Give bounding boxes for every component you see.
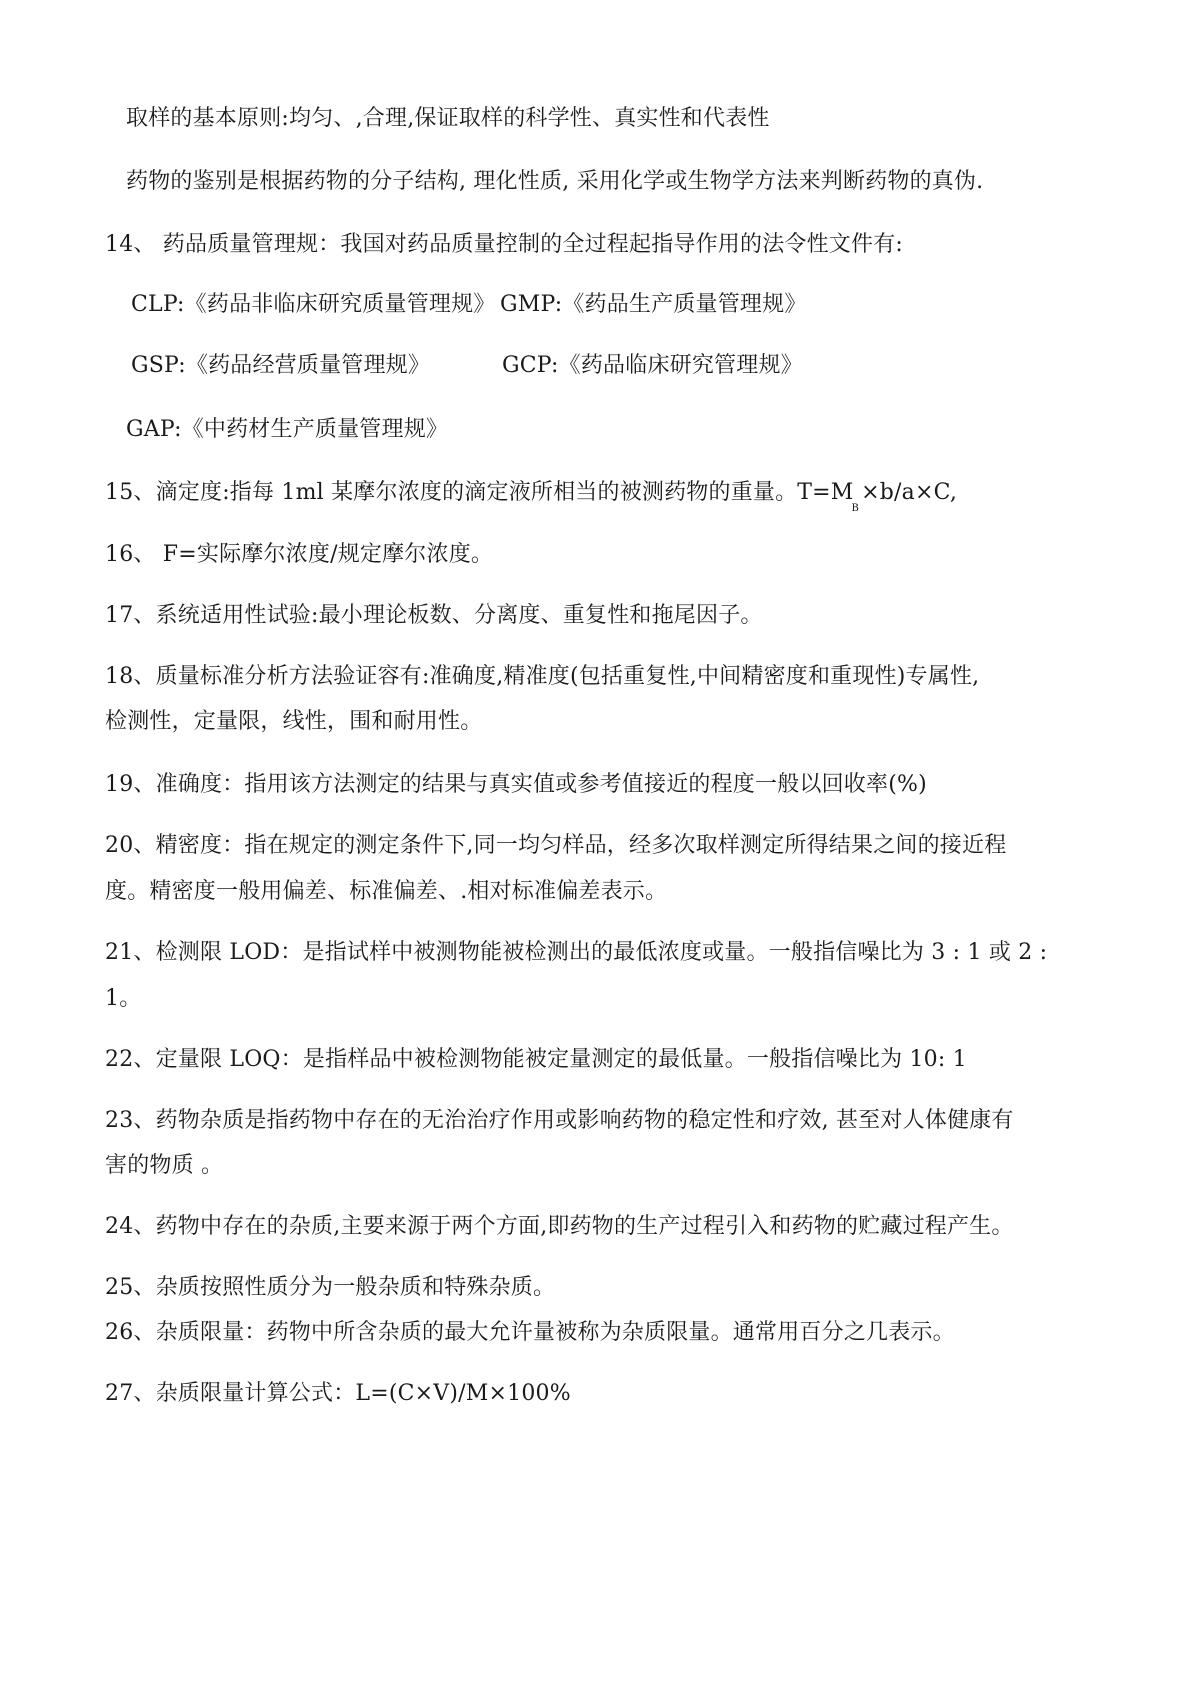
text-line: 1。: [105, 986, 142, 1011]
text-line: 22、定量限 LOQ：是指样品中被检测物能被定量测定的最低量。一般指信噪比为 10: 1: [105, 1047, 967, 1072]
text-line: GSP:《药品经营质量管理规》: [131, 353, 431, 378]
text-line: 14、 药品质量管理规：我国对药品质量控制的全过程起指导作用的法令性文件有:: [105, 232, 904, 257]
text-line: 药物的鉴别是根据药物的分子结构, 理化性质, 采用化学或生物学方法来判断药物的真伪.: [126, 169, 984, 194]
text-line: 26、杂质限量：药物中所含杂质的最大允许量被称为杂质限量。通常用百分之几表示。: [105, 1320, 955, 1345]
text-line: 度。精密度一般用偏差、标准偏差、.相对标准偏差表示。: [105, 879, 668, 904]
text-line: 25、杂质按照性质分为一般杂质和特殊杂质。: [105, 1275, 556, 1300]
text-line: 16、 F=实际摩尔浓度/规定摩尔浓度。: [105, 542, 494, 567]
text-line: 20、精密度：指在规定的测定条件下,同一均匀样品，经多次取样测定所得结果之间的接近程: [105, 833, 1007, 858]
text-line: GCP:《药品临床研究管理规》: [502, 353, 803, 378]
text-segment: 15、滴定度:指每 1ml 某摩尔浓度的滴定液所相当的被测药物的重量。T=M: [105, 480, 854, 505]
text-line: 17、系统适用性试验:最小理论板数、分离度、重复性和拖尾因子。: [105, 603, 763, 628]
text-segment: ×b/a×C,: [861, 480, 958, 505]
text-line: 检测性，定量限，线性，围和耐用性。: [105, 709, 483, 734]
subscript: B: [851, 503, 860, 514]
text-line: 19、准确度：指用该方法测定的结果与真实值或参考值接近的程度一般以回收率(%): [105, 772, 927, 797]
text-line: 害的物质 。: [105, 1153, 224, 1178]
text-line: 24、药物中存在的杂质,主要来源于两个方面,即药物的生产过程引入和药物的贮藏过程产生。: [105, 1214, 1014, 1239]
text-line: CLP:《药品非临床研究质量管理规》: [131, 292, 496, 317]
text-line: [105, 478, 957, 512]
text-line: GMP:《药品生产质量管理规》: [500, 292, 807, 317]
text-line: 取样的基本原则:均匀、,合理,保证取样的科学性、真实性和代表性: [126, 106, 770, 131]
text-line: GAP:《中药材生产质量管理规》: [126, 417, 449, 442]
text-line: 18、质量标准分析方法验证容有:准确度,精准度(包括重复性,中间精密度和重现性)专属性,: [105, 664, 980, 689]
text-line: 27、杂质限量计算公式：L=(C×V)/M×100%: [105, 1381, 571, 1406]
text-line: 23、药物杂质是指药物中存在的无治治疗作用或影响药物的稳定性和疗效, 甚至对人体健康有: [105, 1108, 1014, 1133]
text-line: 21、检测限 LOD：是指试样中被测物能被检测出的最低浓度或量。一般指信噪比为 3 : 1 或 2 :: [105, 940, 1048, 965]
